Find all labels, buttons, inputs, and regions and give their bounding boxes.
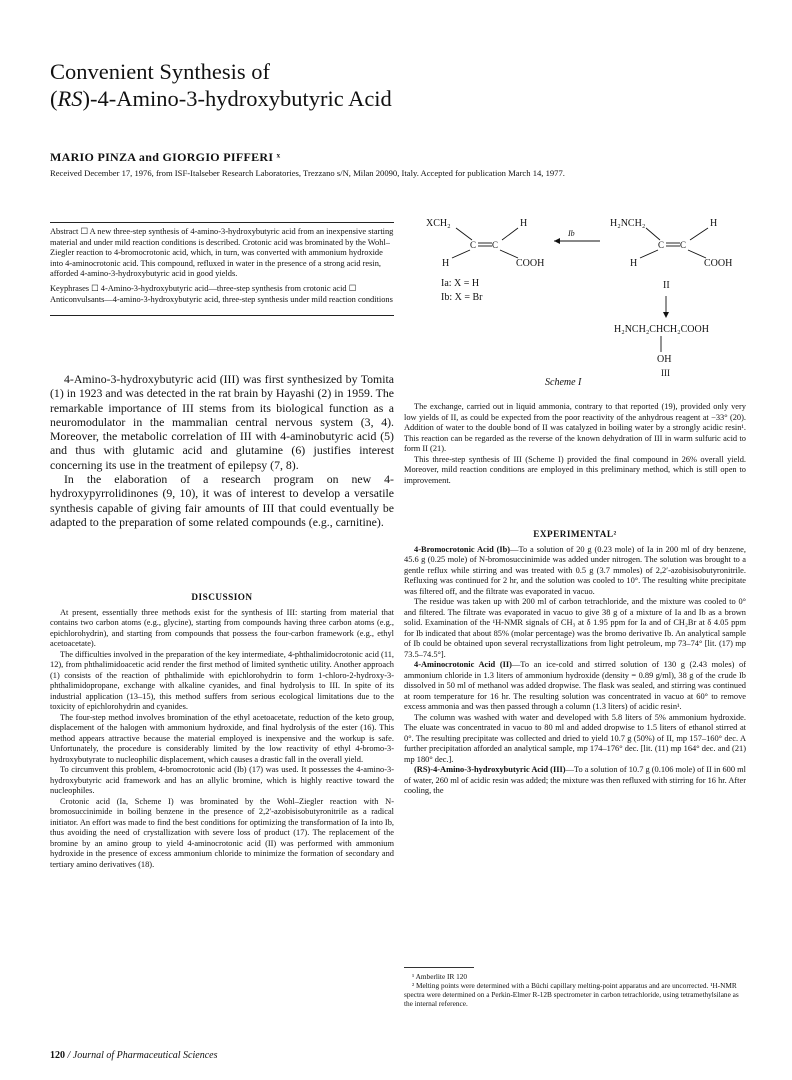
footnote-1: ¹ Amberlite IR 120 (412, 972, 468, 981)
experimental-paragraph-4: The column was washed with water and developed with 5.8 liters of 5% ammonium hydroxide. The eluate was concentrated in vacuo to 80 ml and added dropwise to 1.5 liters of ethanol stirred at 0°. The resulting precipitate was collected and dried to yield 10.7 g (50%) of II, mp 157–160° dec. A further precipitation afforded an analytical sample, mp 174–176° dec. [lit. (11) mp 164° dec. and (21) mp 180° dec.]. (404, 712, 746, 764)
scheme-oh: OH (657, 354, 672, 365)
experimental-paragraph-5: (RS)-4-Amino-3-hydroxybutyric Acid (III)—To a solution of 10.7 g (0.106 mole) of II in 600 ml of water, 260 ml of acidic resin was added; the mixture was then refluxed with stirring for 16 hr. After cooling, the (404, 765, 746, 795)
scheme-arrow-label: Ib (568, 229, 575, 238)
right-paragraph-2: This three-step synthesis of III (Scheme I) provided the final compound in 26% overall yield. Moreover, mild reaction conditions are employed in this preliminary method, which is still open to improvement. (404, 454, 746, 485)
scheme-compound-ii: II (663, 280, 670, 291)
scheme-h-top-left: H (520, 218, 528, 229)
scheme-arrow-horizontal (554, 238, 600, 244)
scheme-c2: C (492, 240, 499, 250)
scheme-1-diagram (404, 214, 746, 386)
scheme-left-group: XCH₂ (426, 218, 451, 229)
scheme-h-bottom-right: H (630, 258, 638, 269)
scheme-caption: Scheme I (545, 377, 582, 388)
scheme-c3: C (658, 240, 665, 250)
compound-ib-label: 4-Bromocrotonic Acid (Ib) (414, 544, 511, 554)
scheme-cooh-left: COOH (516, 258, 545, 269)
keyphrases-text: Keyphrases ☐ 4-Amino-3-hydroxybutyric acid—three-step synthesis from crotonic acid ☐ Anticonvulsants—4-amino-3-hydroxybutyric acid, three-step synthesis under mild reaction conditions (50, 283, 393, 304)
discussion-section (50, 592, 394, 870)
footnote-rule (404, 967, 474, 968)
journal-name: / Journal of Pharmaceutical Sciences (65, 1050, 218, 1061)
scheme-right-group: H₂NCH₂ (610, 218, 646, 229)
article-title (50, 58, 550, 112)
page-number: 120 (50, 1050, 65, 1061)
scheme-label-ib: Ib: X = Br (441, 292, 483, 303)
right-column-text (404, 402, 746, 486)
experimental-heading: EXPERIMENTAL² (533, 529, 617, 539)
author-list: MARIO PINZA and GIORGIO PIFFERI ˣ (50, 150, 281, 164)
scheme-arrow-vertical (663, 296, 669, 318)
discussion-heading: DISCUSSION (191, 592, 253, 602)
scheme-product: H₂NCH₂CHCH₂COOH (614, 324, 709, 335)
abstract-text: Abstract ☐ A new three-step synthesis of 4-amino-3-hydroxybutyric acid from an inexpensive starting material and under mild reaction conditions is described. Crotonic acid was brominated by the Wohl–Ziegler reaction to 4-bromocrotonic acid, which, in turn, was converted with ammonium hydroxide into 4-aminocrotonic acid. This compound, refluxed in water in the presence of a strong acid resin, afforded 4-amino-3-hydroxybutyric acid in good yields. (50, 227, 394, 279)
experimental-section (404, 529, 746, 797)
discussion-paragraph-1: At present, essentially three methods exist for the synthesis of III: starting from material that contains two carbon atoms (e.g., glycine), starting from compounds having three carbon atoms (e.g., epichlorohydrin), and starting from compounds that possess the four-carbon framework (e.g., ethyl acetoacetate). (50, 607, 394, 648)
scheme-label-ia: Ia: X = H (441, 278, 480, 289)
scheme-h-top-right: H (710, 218, 718, 229)
scheme-c1: C (470, 240, 477, 250)
compound-iii-label: (RS)-4-Amino-3-hydroxybutyric Acid (III) (414, 765, 566, 774)
received-line: Received December 17, 1976, from ISF-Italseber Research Laboratories, Trezzano s/N, Milan 20090, Italy. Accepted for publication March 14, 1977. (50, 168, 565, 178)
experimental-paragraph-1: 4-Bromocrotonic Acid (Ib)—To a solution of 20 g (0.23 mole) of Ia in 200 ml of dry benzene, 45.6 g (0.25 mole) of N-bromosuccinimide was added under nitrogen. The solution was brought to a gentle reflux while stirring and was treated with 0.5 g (3.7 mmoles) of 2,2′-azobisisobutyronitrile. Refluxing was continued for 2 hr, and the solution was cooled to 10°. The resulting white precipitate was filtered off, and the filtrate was evaporated in vacuo. (404, 544, 746, 596)
scheme-h-bottom-left: H (442, 258, 450, 269)
page-footer (50, 1050, 217, 1061)
intro-paragraph-2: In the elaboration of a research program on new 4-hydroxypyrrolidinones (9, 10), it was of interest to develop a versatile synthesis capable of giving fair amounts of III that could eventually be adapted to the preparation of some related compounds (e.g., carnitine). (50, 472, 394, 529)
scheme-cooh-right: COOH (704, 258, 733, 269)
scheme-c4: C (680, 240, 687, 250)
intro-paragraph-1: 4-Amino-3-hydroxybutyric acid (III) was first synthesized by Tomita (1) in 1923 and was detected in the rat brain by Hayashi (2) in 1959. The remarkable importance of III stems from its biological function as a neuromodulator in the mammalian central nervous system (3, 4). Moreover, the metabolic correlation of III with 4-aminobutyric acid (5) and thus with glutamic acid and glutamine (6) justifies interest concerning its use in the treatment of epilepsy (7, 8). (50, 372, 394, 472)
experimental-paragraph-3: 4-Aminocrotonic Acid (II)—To an ice-cold and stirred solution of 130 g (2.43 moles) of ammonium chloride in 1.3 liters of ammonium hydroxide (density = 0.89 g/ml), 38 g of the crude Ib dissolved in 50 ml of methanol was added dropwise. The flask was sealed, and stirring was continued at room temperature for 16 hr. The resulting solution was concentrated in vacuo at 60° to remove excess ammonia and was then passed through a column (1.3 liters) of acidic resin¹. (404, 660, 746, 711)
discussion-paragraph-5: Crotonic acid (Ia, Scheme I) was brominated by the Wohl–Ziegler reaction with N-bromosuccinimide in boiling benzene in the presence of 2,2′-azobisisobutyronitrile as a radical initiator. An effort was made to find the best conditions for optimizing the transformation of Ia into Ib, thus avoiding the need of crystallization with severe loss of product (17). The replacement of the bromine by an amino group to yield 4-aminocrotonic acid (II) was performed with ammonium hydroxide in the presence of excess ammonium chloride to minimize the formation of secondary and tertiary amino derivatives (18). (50, 796, 394, 869)
abstract-box (50, 222, 394, 316)
discussion-paragraph-4: To circumvent this problem, 4-bromocrotonic acid (Ib) (17) was used. It possesses the 4-amino-3-hydroxybutyric acid framework and has an allylic bromine, which is highly reactive toward the nucleophiles. (50, 765, 394, 795)
compound-ii-label: 4-Aminocrotonic Acid (II) (414, 660, 512, 669)
footnotes (404, 972, 746, 1008)
title-line-1: Convenient Synthesis of (50, 59, 270, 84)
discussion-paragraph-3: The four-step method involves bromination of the ethyl acetoacetate, reduction of the keto group, displacement of the halogen with ammonium hydroxide, and final hydrolysis of the ester (16). This method appears attractive because the material employed is inexpensive and the workup is safe. Unfortunately, the procedure is considerably limited by the low reactivity of ethyl 4-bromo-3-hydroxybutyrate to nucleophilic displacement, which causes a drastic fall in the overall yield. (50, 712, 394, 764)
experimental-paragraph-2: The residue was taken up with 200 ml of carbon tetrachloride, and the mixture was cooled to 0° and filtered. The filtrate was evaporated in vacuo to give 38 g of a mixture of Ia and Ib as a brown solid. Examination of the ¹H-NMR signals of CH₃ at δ 1.95 ppm for Ia and of CH₂Br at δ 4.05 ppm for Ib indicated that about 85% (molar percentage) was the bromo derivative Ib. An analytical sample of Ib could be obtained upon several recrystallizations from light petroleum, mp 73–74° [lit. (17) mp 73.5–74.5°]. (404, 597, 746, 659)
introduction (50, 372, 394, 529)
title-line-2: (RS)-4-Amino-3-hydroxybutyric Acid (50, 86, 392, 111)
discussion-paragraph-2: The difficulties involved in the preparation of the key intermediate, 4-phthalimidocrotonic acid (11, 12), from phthalimidoacetic acid render the first method of limited synthetic utility. Another approach (1) consists of the reaction of phthalimide with epichlorohydrin to form 1-chloro-2-hydroxy-3-phthalimidopropane, exchange with alkaline cyanides, and final hydrolysis to III. In spite of its industrial application (13–15), this method suffers from serious ecological limitations due to the toxicity of epichlorohydrin and cyanides. (50, 649, 394, 711)
footnote-2: ² Melting points were determined with a Büchi capillary melting-point apparatus and are uncorrected. ¹H-NMR spectra were determined on a Perkin-Elmer R-12B spectrometer in carbon tetrachloride, using tetramethylsilane as the internal reference. (404, 981, 739, 1008)
right-paragraph-1: The exchange, carried out in liquid ammonia, contrary to that reported (19), provided only very low yields of II, as could be expected from the poor reactivity of the anhydrous reagent at −33° (20). Addition of water to the double bond of II was catalyzed in boiling water by a strongly acidic resin¹. This reaction can be regarded as the reverse of the known dehydration of III in warm sulfuric acid to form II (21). (404, 402, 746, 453)
scheme-compound-iii: III (661, 368, 670, 378)
